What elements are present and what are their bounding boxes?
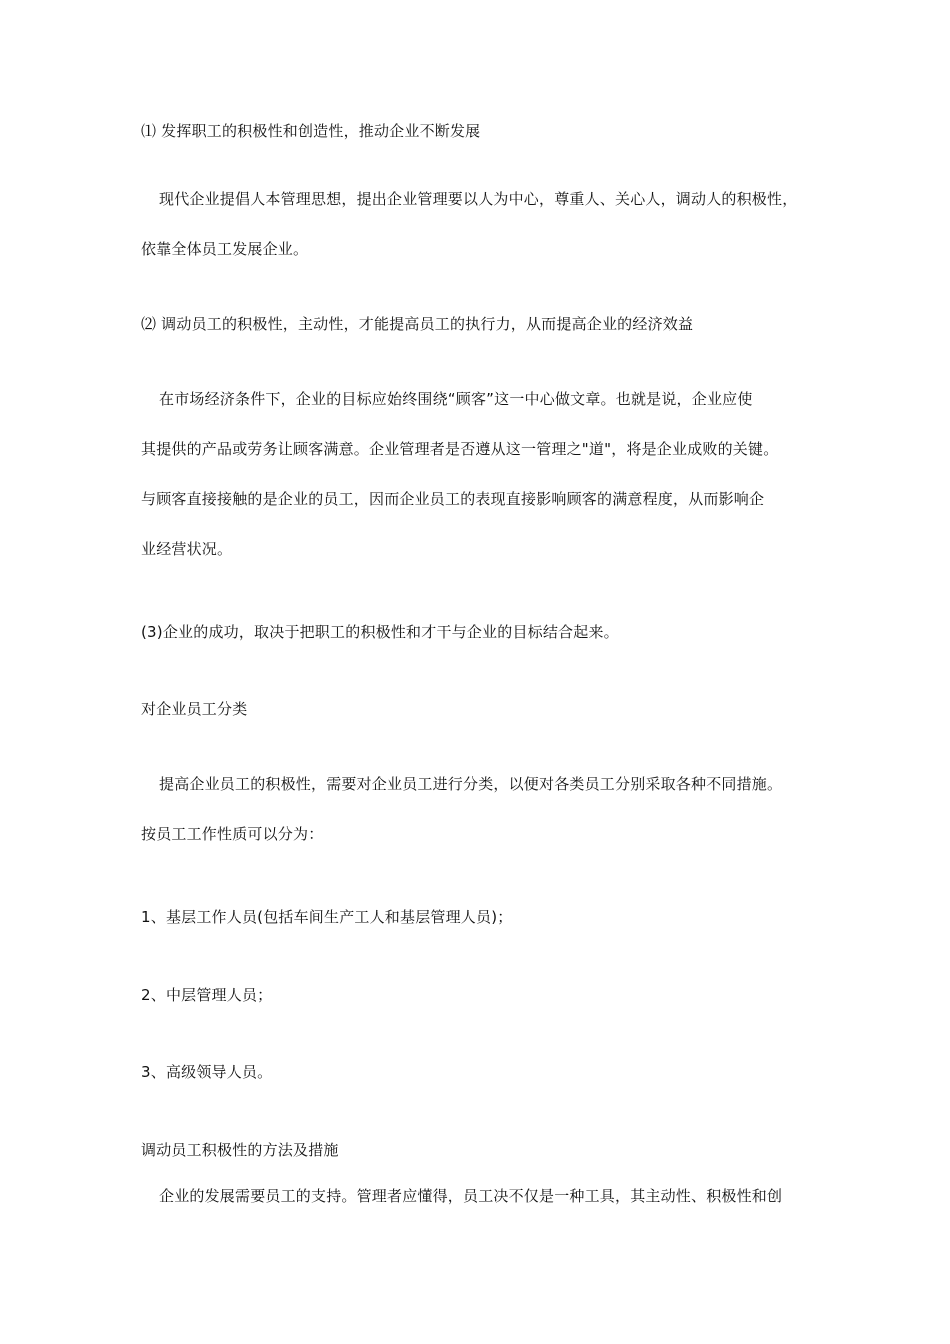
section-heading: 对企业员工分类 [141, 700, 248, 718]
paragraph-line: 现代企业提倡人本管理思想，提出企业管理要以人为中心，尊重人、关心人，调动人的积极性， [159, 190, 798, 208]
paragraph-line: 按员工工作性质可以分为： [141, 825, 324, 843]
list-item: 3、高级领导人员。 [141, 1063, 273, 1081]
paragraph-line: 依靠全体员工发展企业。 [141, 240, 309, 258]
list-item: 2、中层管理人员； [141, 986, 273, 1004]
heading-point-3: (3)企业的成功，取决于把职工的积极性和才干与企业的目标结合起来。 [141, 623, 619, 641]
heading-point-2: ⑵ 调动员工的积极性，主动性，才能提高员工的执行力，从而提高企业的经济效益 [141, 315, 694, 333]
paragraph-line: 在市场经济条件下，企业的目标应始终围绕“顾客”这一中心做文章。也就是说，企业应使 [159, 390, 753, 408]
paragraph-line: 提高企业员工的积极性，需要对企业员工进行分类，以便对各类员工分别采取各种不同措施。 [159, 775, 783, 793]
paragraph-line: 业经营状况。 [141, 540, 233, 558]
paragraph-line: 其提供的产品或劳务让顾客满意。企业管理者是否遵从这一管理之"道"，将是企业成败的关键。 [141, 440, 779, 458]
paragraph-line: 与顾客直接接触的是企业的员工，因而企业员工的表现直接影响顾客的满意程度，从而影响企 [141, 490, 765, 508]
list-item: 1、基层工作人员(包括车间生产工人和基层管理人员)； [141, 908, 513, 926]
heading-point-1: ⑴ 发挥职工的积极性和创造性，推动企业不断发展 [141, 122, 481, 140]
section-heading: 调动员工积极性的方法及措施 [141, 1141, 339, 1159]
paragraph-line: 企业的发展需要员工的支持。管理者应懂得，员工决不仅是一种工具，其主动性、积极性和创 [159, 1187, 783, 1205]
